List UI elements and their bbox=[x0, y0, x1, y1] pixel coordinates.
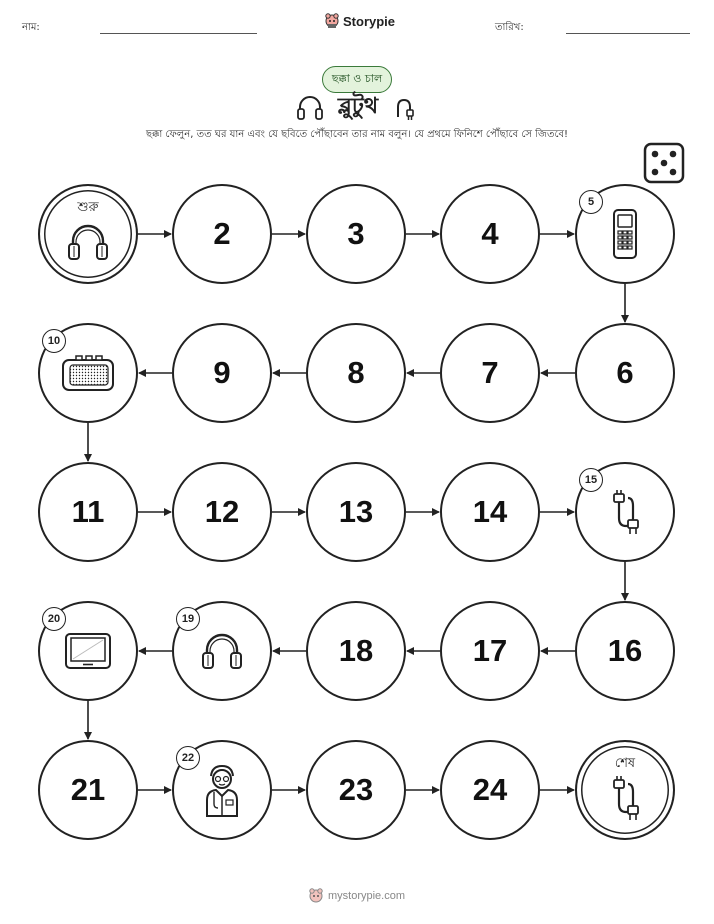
board-cell-4[interactable] bbox=[440, 184, 540, 284]
technician-icon bbox=[202, 762, 242, 818]
name-label: নাম: bbox=[22, 22, 40, 33]
cell-number-badge: 19 bbox=[176, 607, 200, 631]
phone-icon bbox=[611, 208, 639, 260]
cell-number-badge: 20 bbox=[42, 607, 66, 631]
cell-number: 13 bbox=[338, 494, 374, 529]
cell-number: 24 bbox=[472, 772, 508, 807]
cell-number-badge: 15 bbox=[579, 468, 603, 492]
cell-number: 21 bbox=[70, 772, 106, 807]
board-cell-11[interactable] bbox=[38, 462, 138, 562]
board-cell-22[interactable] bbox=[172, 740, 272, 840]
board-cell-8[interactable] bbox=[306, 323, 406, 423]
board-cell-7[interactable] bbox=[440, 323, 540, 423]
cell-number: 23 bbox=[338, 772, 374, 807]
board-cell-2[interactable] bbox=[172, 184, 272, 284]
cell-number-badge: 22 bbox=[176, 746, 200, 770]
cell-number: 2 bbox=[213, 216, 231, 251]
cell-number: 11 bbox=[71, 494, 105, 529]
board-cell-14[interactable] bbox=[440, 462, 540, 562]
board-cell-13[interactable] bbox=[306, 462, 406, 562]
board-cell-21[interactable] bbox=[38, 740, 138, 840]
speaker-icon bbox=[60, 353, 116, 393]
cell-number: 14 bbox=[472, 494, 508, 529]
board-cell-23[interactable] bbox=[306, 740, 406, 840]
cell-number: 4 bbox=[481, 216, 499, 251]
storypie-mascot-icon bbox=[309, 888, 323, 904]
cell-number: 18 bbox=[338, 633, 374, 668]
board-cell-10[interactable] bbox=[38, 323, 138, 423]
board-cell-17[interactable] bbox=[440, 601, 540, 701]
cell-number: 7 bbox=[481, 355, 499, 390]
tablet-icon bbox=[63, 631, 113, 671]
instructions: ছক্কা ফেলুন, তত ঘর যান এবং যে ছবিতে পৌঁছাবেন তার নাম বলুন। যে প্রথমে ফিনিশে পৌঁছাবে সে জিতবে! bbox=[145, 129, 569, 140]
board-cell-5[interactable] bbox=[575, 184, 675, 284]
board-cell-24[interactable] bbox=[440, 740, 540, 840]
cell-number-badge: 10 bbox=[42, 329, 66, 353]
footer bbox=[0, 888, 714, 904]
cable-icon bbox=[608, 774, 642, 822]
board-cell-20[interactable] bbox=[38, 601, 138, 701]
board-cell-6[interactable] bbox=[575, 323, 675, 423]
board-cell-12[interactable] bbox=[172, 462, 272, 562]
start-cell[interactable] bbox=[38, 184, 138, 284]
game-type-tag: ছক্কা ও চাল bbox=[322, 66, 392, 93]
end-cell[interactable] bbox=[575, 740, 675, 840]
cable-icon bbox=[608, 488, 642, 536]
game-title: ব্লুটুথ bbox=[337, 94, 379, 119]
headphones-icon bbox=[200, 631, 244, 671]
cell-number: 9 bbox=[213, 355, 231, 390]
cell-number: 17 bbox=[472, 633, 508, 668]
end-label: শেষ bbox=[614, 756, 636, 771]
cell-number: 12 bbox=[204, 494, 240, 529]
headphones-icon bbox=[66, 222, 110, 262]
start-label: শুরু bbox=[77, 200, 99, 215]
board-cell-16[interactable] bbox=[575, 601, 675, 701]
board-cell-15[interactable] bbox=[575, 462, 675, 562]
board-cell-3[interactable] bbox=[306, 184, 406, 284]
cell-number-badge: 5 bbox=[579, 190, 603, 214]
brand-name: Storypie bbox=[343, 13, 396, 29]
cell-number: 3 bbox=[347, 216, 365, 251]
cell-number: 16 bbox=[607, 633, 643, 668]
cell-number: 8 bbox=[347, 355, 365, 390]
date-label: তারিখ: bbox=[495, 22, 524, 33]
cell-number: 6 bbox=[616, 355, 634, 390]
board-cell-9[interactable] bbox=[172, 323, 272, 423]
board-cell-19[interactable] bbox=[172, 601, 272, 701]
footer-site-link[interactable]: mystorypie.com bbox=[327, 890, 406, 902]
board-cell-18[interactable] bbox=[306, 601, 406, 701]
